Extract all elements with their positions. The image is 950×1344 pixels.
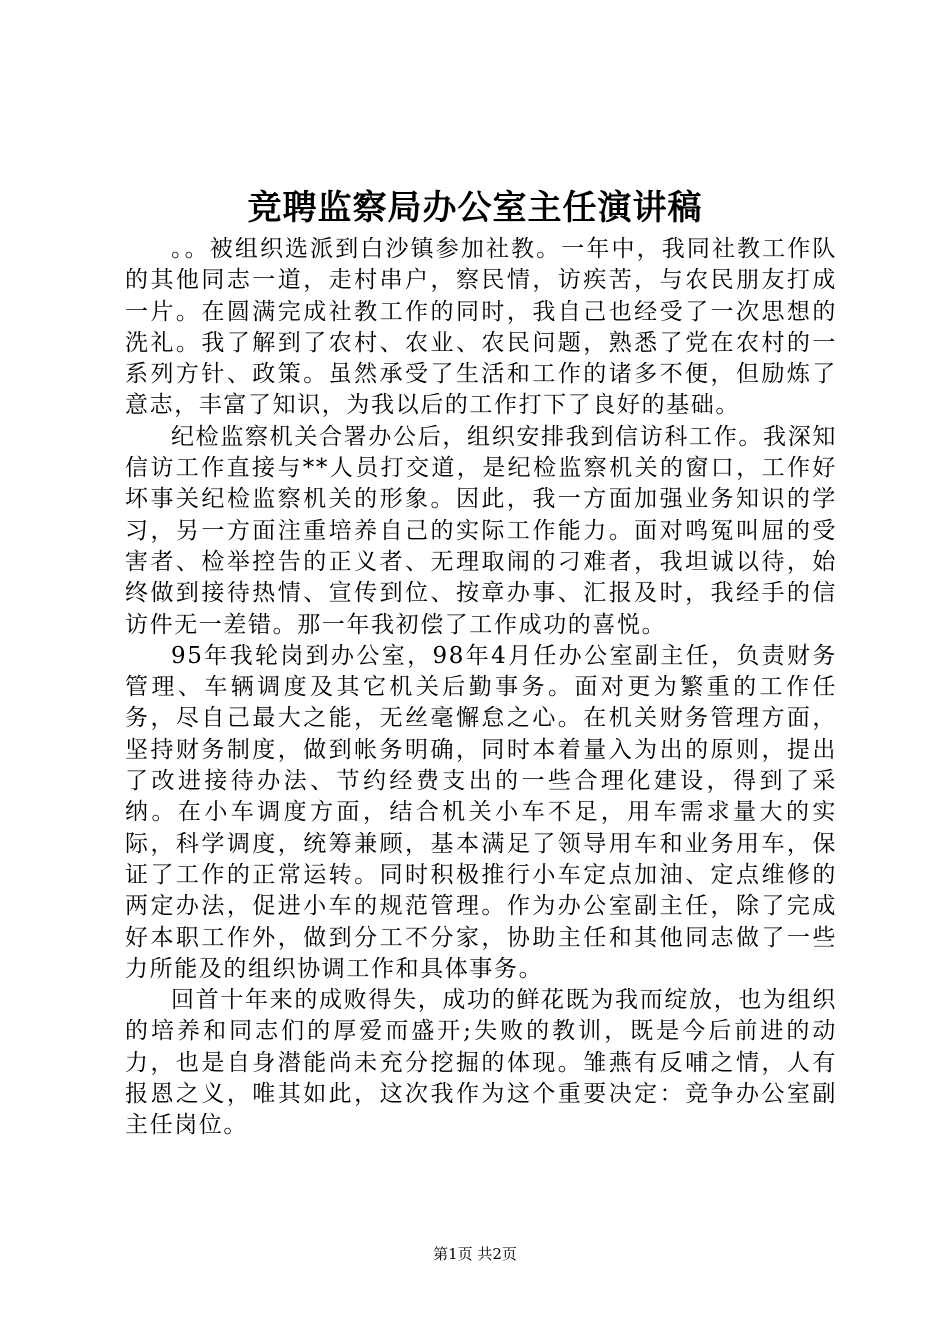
paragraph-3: 95年我轮岗到办公室，98年4月任办公室副主任，负责财务管理、车辆调度及其它机关后勤事务。面对更为繁重的工作任务，尽自己最大之能，无丝毫懈怠之心。在机关财务管理方面，坚持财务制度，做到帐务明确，同时本着量入为出的原则，提出了改进接待办法、节约经费支出的一些合理化建设，得到了采纳。在小车调度方面，结合机关小车不足，用车需求量大的实际，科学调度，统筹兼顾，基本满足了领导用车和业务用车，保证了工作的正常运转。同时积极推行小车定点加油、定点维修的两定办法，促进小车的规范管理。作为办公室副主任，除了完成好本职工作外，做到分工不分家，协助主任和其他同志做了一些力所能及的组织协调工作和具体事务。 (125, 642, 837, 982)
page-number-footer: 第1页 共2页 (433, 1245, 517, 1263)
paragraph-4: 回首十年来的成败得失，成功的鲜花既为我而绽放，也为组织的培养和同志们的厚爱而盛开;失败的教训，既是今后前进的动力，也是自身潜能尚未充分挖掘的体现。雏燕有反哺之情，人有报恩之义，唯其如此，这次我作为这个重要决定：竞争办公室副主任岗位。 (125, 987, 837, 1139)
document-title: 竞聘监察局办公室主任演讲稿 (247, 188, 703, 228)
document-body (125, 234, 837, 1142)
paragraph-1: 。。被组织选派到白沙镇参加社教。一年中，我同社教工作队的其他同志一道，走村串户，察民情，访疾苦，与农民朋友打成一片。在圆满完成社教工作的同时，我自己也经受了一次思想的洗礼。我了解到了农村、农业、农民问题，熟悉了党在农村的一系列方针、政策。虽然承受了生活和工作的诸多不便，但励炼了意志，丰富了知识，为我以后的工作打下了良好的基础。 (125, 236, 837, 419)
paragraph-2: 纪检监察机关合署办公后，组织安排我到信访科工作。我深知信访工作直接与**人员打交道，是纪检监察机关的窗口，工作好坏事关纪检监察机关的形象。因此，我一方面加强业务知识的学习，另一方面注重培养自己的实际工作能力。面对鸣冤叫屈的受害者、检举控告的正义者、无理取闹的刁难者，我坦诚以待，始终做到接待热情、宣传到位、按章办事、汇报及时，我经手的信访件无一差错。那一年我初偿了工作成功的喜悦。 (125, 423, 837, 638)
